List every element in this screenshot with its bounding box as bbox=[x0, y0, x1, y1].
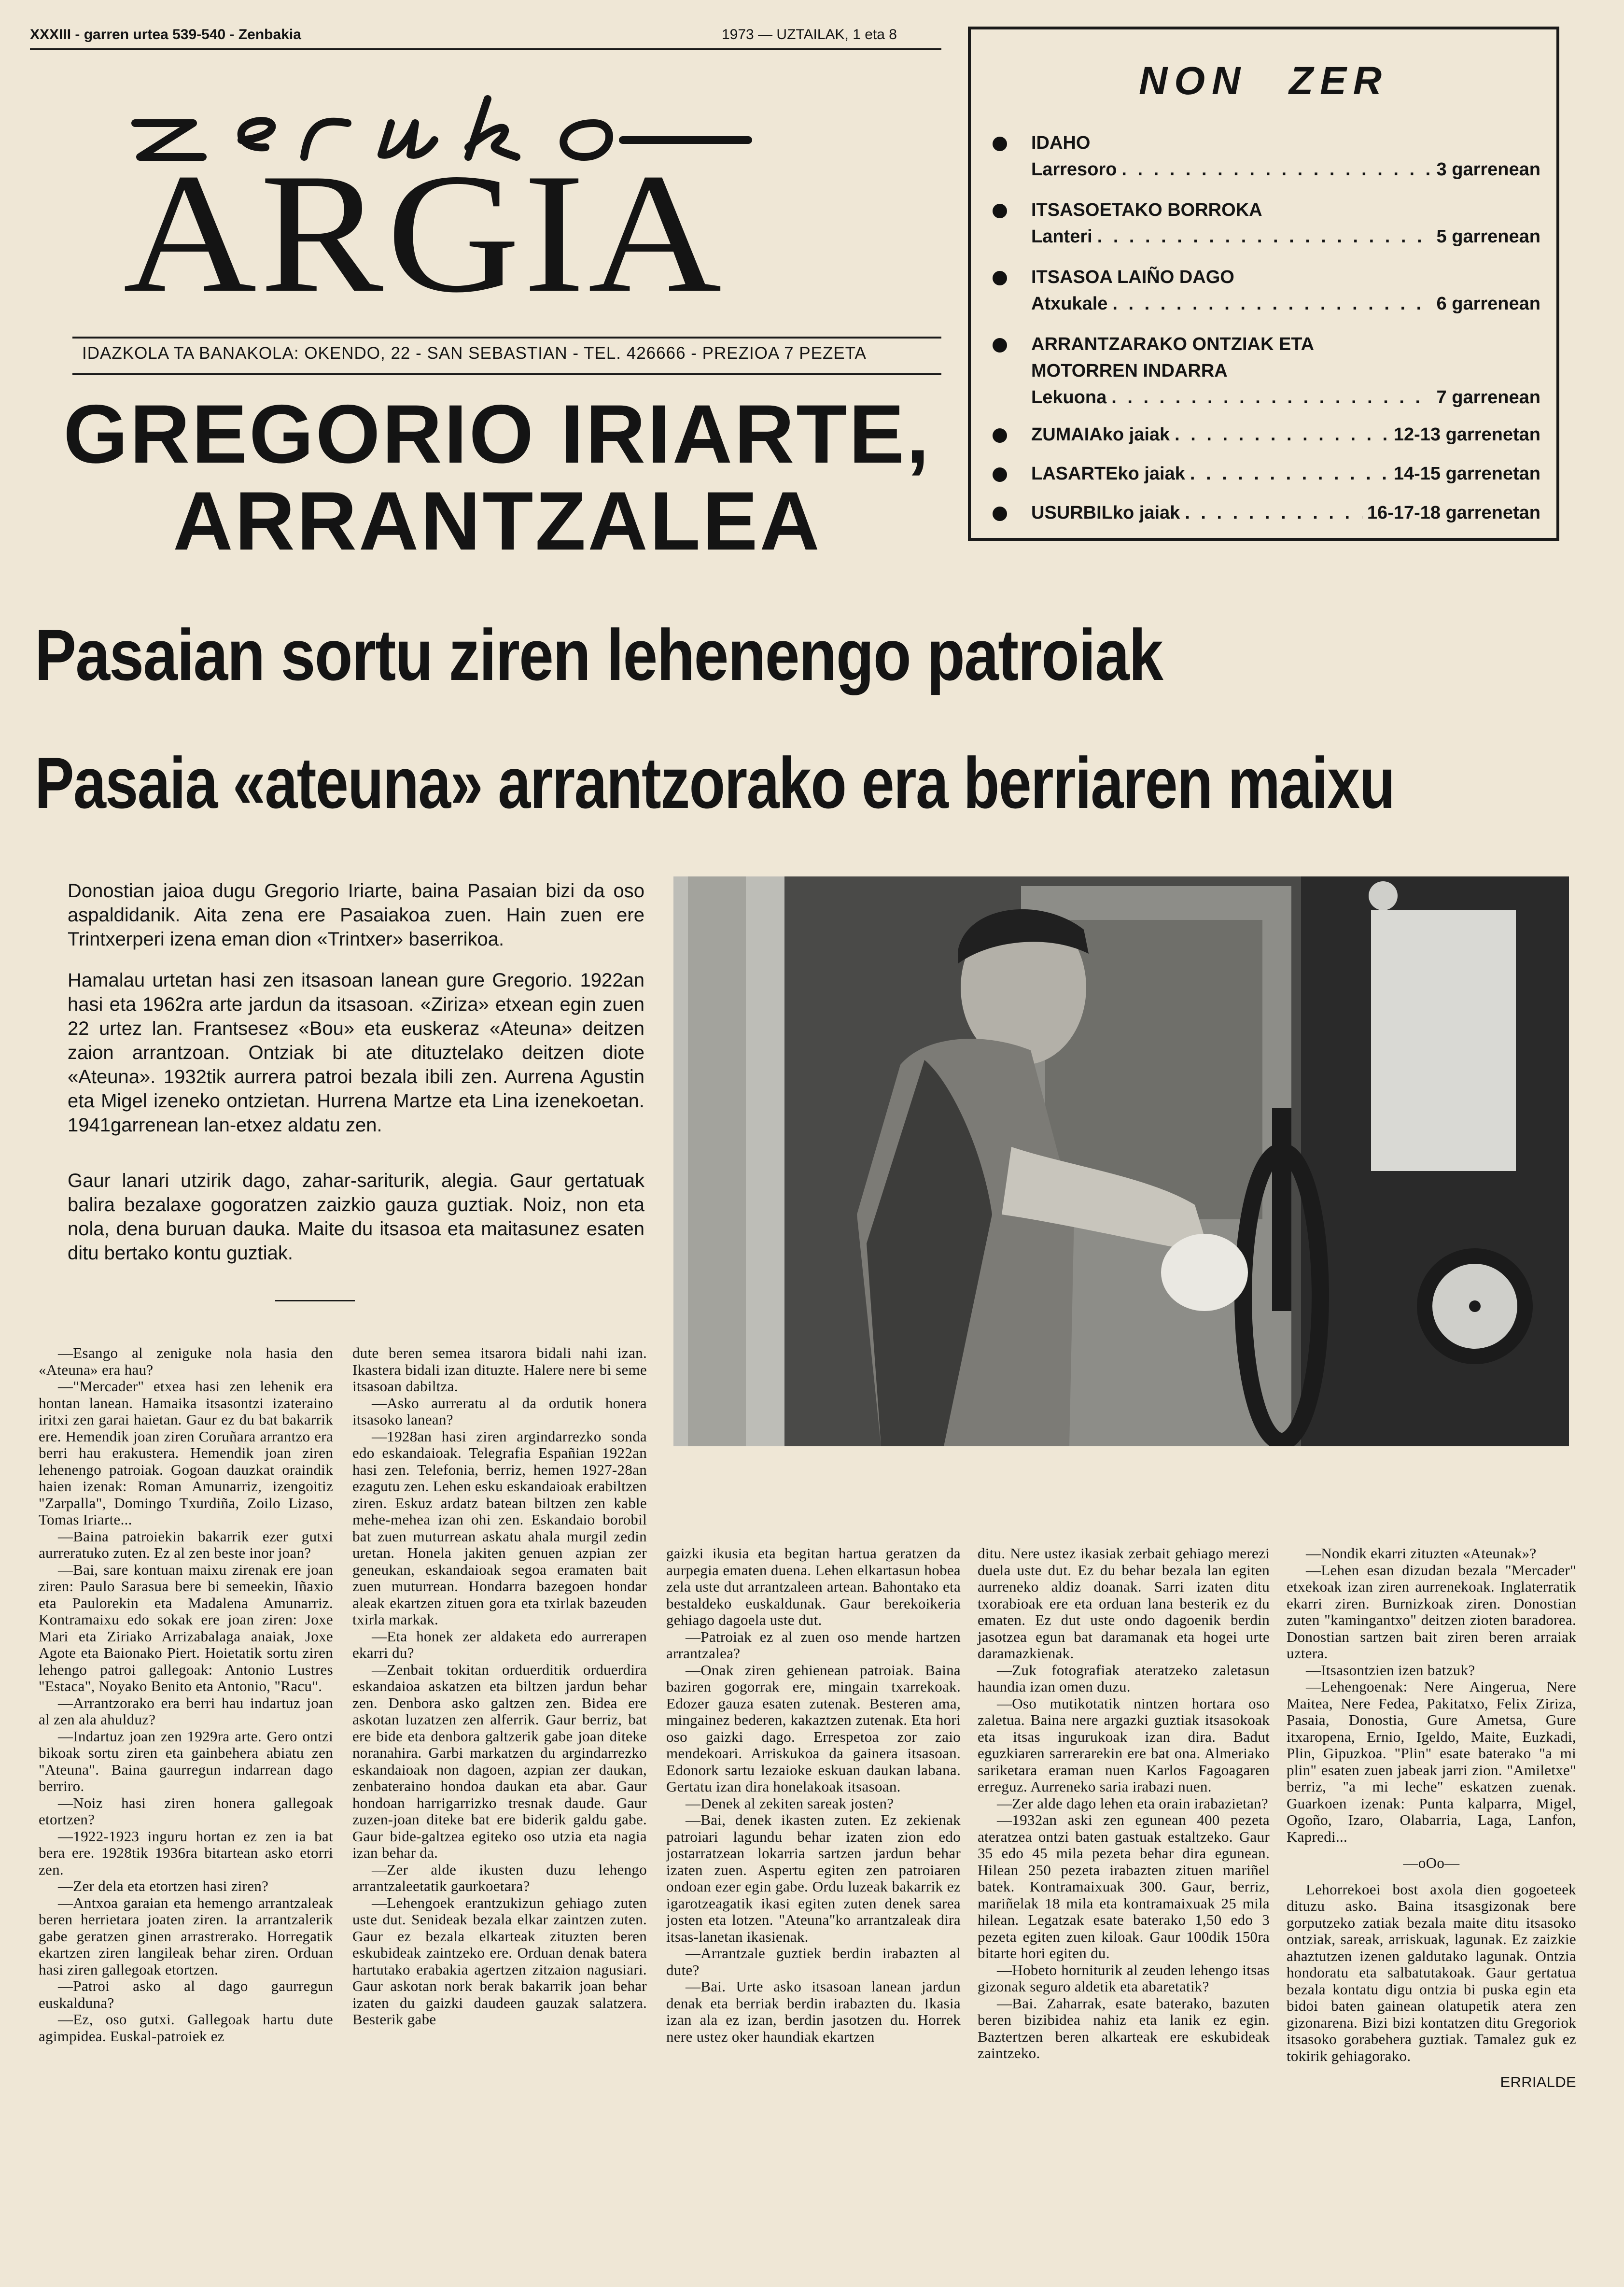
toc-item-page: 12-13 garrenetan bbox=[1393, 424, 1540, 445]
toc-item[interactable] bbox=[993, 422, 1540, 448]
issue-number: XXXIII - garren urtea 539-540 - Zenbakia bbox=[30, 27, 301, 42]
section-separator: —oOo— bbox=[1403, 1854, 1460, 1871]
photo-fisherman-at-wheel bbox=[673, 876, 1569, 1446]
toc-item[interactable] bbox=[993, 331, 1540, 411]
toc-item-page: 7 garrenean bbox=[1436, 387, 1540, 408]
intro-paragraph-1: Donostian jaioa dugu Gregorio Iriarte, baina Pasaian bizi da oso aspaldidanik. Aita zena ere Pasaiakoa zuen. Hain zuen ere Trintxerperi izena eman dion «Trintxer» baserrikoa. bbox=[68, 880, 644, 950]
contents-title: NON ZER bbox=[1139, 59, 1388, 103]
toc-item-author: Atxukale bbox=[1031, 294, 1108, 314]
article-column-2: dute beren semea itsarora bidali nahi izan. Ikastera bidali izan dituzte. Halere nere bi seme itsasoan dabiltza. —Asko aurreratu al da ordutik honera itsasoko lanean? —1928an hasi ziren argindarrezko sonda edo eskandaioak. Telegrafia Españian 1922an hasi zen. Telefonia, berriz, hemen 1927-28an ezagutu zen. Lehen esku eskandaioak erabiltzen ziren. Eskuz ardatz batean biltzen zen kable mehe-mehea izan ohi zen. Eskandaio borobil bat zuen muturrean askatu ahala murgil zedin uretan. Honela jakiten genuen azpian zer geneukan, eskandaioak segoa eramaten bait zuen muturrean. Hondarra bazegoen hondar aleak ekartzen zituen gora eta txirlak bazeuden txirla markak. —Eta honek zer aldaketa edo aurrerapen ekarri du? —Zenbait tokitan orduerditik orduerdira eskandaioa askatzen eta biltzen jardun behar zen. Denbora asko galtzen zen. Bidea ere askotan luzatzen zen alferrik. Gaur berriz, bat ere bide eta denbora galtzerik gabe joan diteke noranahira. Garbi markatzen du argindarrezko eskandaioak non dagoen, azpian zer daukan, zenbateraino hondoa daukan eta abar. Gaur hondoan harrigarrizko tresnak daude. Gaur zuzen-joan diteke bat ere biderik galdu gabe. Gaur bide-galtzea egiteko oso utzia eta nagia izan behar da. —Zer alde ikusten duzu lehengo arrantzaleetatik gaurkoetara? —Lehengoek erantzukizun gehiago zuten uste dut. Senideak bezala elkar zaintzen zuten. Gaur ez bezala elkarteak zituzten beren eskubideak zaintzeko ere. Orduan denak batera hartutako erabakia agertzen zitzaion nagusiari. Gaur askotan nork berak bakarrik joan behar izaten du gaizki daudeen gauzak salatzera. Besterik gabe bbox=[352, 1344, 647, 2028]
toc-item-author: ZUMAIAko jaiak bbox=[1031, 424, 1170, 445]
issue-date: 1973 — UZTAILAK, 1 eta 8 bbox=[722, 27, 897, 42]
subheadline-1: Pasaian sortu ziren lehenengo patroiak bbox=[35, 614, 1163, 695]
toc-item[interactable] bbox=[993, 500, 1540, 526]
toc-item-author: USURBILko jaiak bbox=[1031, 503, 1180, 523]
masthead-rule-top bbox=[72, 337, 941, 339]
headline-line2: ARRANTZALEA bbox=[173, 475, 822, 567]
article-column-3: gaizki ikusia eta begitan hartua geratzen da aurpegia ematen duena. Lehen elkartasun hobea zela uste dut arrantzaleen artean. Bahontako eta bestaldeko euskaldunak. Gaur berekoikeria gehiago dagoela uste dut. —Patroiak ez al zuen oso mende hartzen arrantzalea? —Onak ziren gehienean patroiak. Baina baziren gogorrak ere, mingain txarrekoak. Edozer gauza esaten zutenak. Besteren ama, mingainez bederen, kakaztzen zutenak. Eta hori oso gaizki dago. Errespetoa zor zaio mendekoari. Arriskukoa da gainera itsasoan. Edonork sartu lezaioke eskuan daukan labana. Gertatu izan dira honelakoak itsasoan. —Denek al zekiten sareak josten? —Bai, denek ikasten zuten. Ez zekienak patroiari lagundu behar izaten zion edo jostarratzean lokarria sartzen jardun behar izaten zuen. Aspertu egiten zen patroiaren ondoan ezer egin gabe. Ordu luzeak bakarrik ez igarotzeagatik ikasi egiten zuten denek sarea josten eta lotzen. "Ateuna"ko arrantzaleak dira itsas-lanetan ikasienak. —Arrantzale guztiek berdin irabazten al dute? —Bai. Urte asko itsasoan lanean jardun denak eta berriak berdin irabazten du. Ikasia izan ala ez izan, berdin jasotzen du. Horrek nere ustez oker haundiak ekartzen bbox=[666, 1545, 961, 2045]
bullet-icon bbox=[993, 137, 1007, 151]
bullet-icon bbox=[993, 428, 1007, 443]
article-column-1: —Esango al zeniguke nola hasia den «Ateuna» era hau? —"Mercader" etxea hasi zen lehenik era hontan lanean. Hamaika itsasontzi izateraino iritxi zen garai haietan. Gaur ez du bat bakarrik ere. Hemendik joan ziren Coruñara arrantzo era berri hau erakustera. Hemendik joan ziren lehenengo patroiak. Gogoan dauzkat oraindik haien izenak: Roman Amunarriz, izengoitiz "Zarpalla", Domingo Txurdiña, Zoilo Lizaso, Tomas Iriarte... —Baina patroiekin bakarrik ezer gutxi aurreratuko zuten. Ez al zen beste inor joan? —Bai, sare kontuan maixu zirenak ere joan ziren: Paulo Sarasua bere bi semeekin, Iñaxio eta Paulorekin eta Madalena Amunarriz. Kontramaixu edo sokak ere joan ziren: Joxe Mari eta Ziriako Arrizabalaga anaiak, Joxe Agote eta Baionako Piert. Hoietatik sortu ziren lehengo patroi gallegoak: Antonio Lustres "Estaca", Noyako Benito eta Antonio, "Racu". —Arrantzorako era berri hau indartuz joan al zen ala ahulduz? —Indartuz joan zen 1929ra arte. Gero ontzi bikoak sortu ziren eta gainbehera abiatu zen "Ateuna". Baina gaurregun indarrean dago berriro. —Noiz hasi ziren honera gallegoak etortzen? —1922-1923 inguru hortan ez zen ia bat bera ere. 1928tik 1936ra bitartean asko etorri zen. —Zer dela eta etortzen hasi ziren? —Antxoa garaian eta hemengo arrantzaleak beren herrietara joaten ziren. Ia arrantzalerik gabe geratzen ginen arrastrerako. Horregatik ekartzen ziren langileak behar ziren. Orduan hasi ziren gallegoak etortzen. —Patroi asko al dago gaurregun euskalduna? —Ez, oso gutxi. Gallegoak hartu dute agimpidea. Euskal-patroiek ez bbox=[39, 1344, 333, 2045]
toc-item-author: Lekuona bbox=[1031, 387, 1107, 408]
toc-item[interactable] bbox=[993, 264, 1540, 317]
subheadline-2: Pasaia «ateuna» arrantzorako era berriaren maixu bbox=[35, 742, 1395, 823]
intro-paragraph-2: Hamalau urtetan hasi zen itsasoan lanean gure Gregorio. 1922an hasi eta 1962ra arte jardun da itsasoan. «Ziriza» etxean egin zuen 22 urtez lan. Frantsesez «Bou» eta euskeraz «Ateuna» deitzen zaion arrantzoan. Ontziak bi ate dituztelako deitzen diote «Ateuna». 1932tik aurrera patroi bezala ibili zen. Aurrena Agustin eta Migel izeneko ontzietan. Hurrena Martze eta Lina izenekoetan. 1941garrenean lan-etxez aldatu zen. bbox=[68, 970, 644, 1136]
toc-item-page: 3 garrenean bbox=[1436, 159, 1540, 180]
toc-item-author: Larresoro bbox=[1031, 159, 1117, 180]
toc-item-author: Lanteri bbox=[1031, 226, 1092, 247]
fisherman-photo-illustration bbox=[673, 876, 1569, 1446]
toc-item-title: IDAHO bbox=[1031, 133, 1091, 153]
toc-item-page: 5 garrenean bbox=[1436, 226, 1540, 247]
bullet-icon bbox=[993, 271, 1007, 285]
masthead-rule-bottom bbox=[72, 373, 941, 375]
toc-item-page: 16-17-18 garrenetan bbox=[1367, 503, 1540, 523]
bullet-icon bbox=[993, 467, 1007, 482]
toc-item[interactable] bbox=[993, 197, 1540, 250]
author-signature: ERRIALDE bbox=[1500, 2074, 1576, 2090]
address-line: IDAZKOLA TA BANAKOLA: OKENDO, 22 - SAN SEBASTIAN - TEL. 426666 - PREZIOA 7 PEZETA bbox=[82, 344, 867, 363]
article-column-4: ditu. Nere ustez ikasiak zerbait gehiago merezi duela uste dut. Ez du behar bezala lan egiten aurreneko aldiz doanak. Sarri izaten ditu txorabioak ere eta orduan lana besterik ez du ematen. Ez dut uste ondo dagoenik berdin jasotzea egun bat daramanak eta hogei urte daramazkienak. —Zuk fotografiak ateratzeko zaletasun haundia izan omen duzu. —Oso mutikotatik nintzen hortara oso zaletua. Baina nere argazki guztiak itsasokoak eta itsas ingurukoak izan dira. Badut eguzkiaren sarrerarekin ere bat ona. Almeriako sariketara eraman nuen Karlos Fagoagaren erreguz. Aurreneko saria irabazi nuen. —Zer alde dago lehen eta orain irabazietan? —1932an aski zen egunean 400 pezeta ateratzea ontzi baten gastuak estaltzeko. Gaur 35 edo 45 mila pezeta behar dira egunean. Hilean 250 pezeta irabazten zituen mariñel batek. Kontramaixuak 300. Gaur, berriz, mariñelak 18 mila eta kontramaixuak 25 mila hilean. Legatzak esate baterako 1,50 edo 3 pezeta egiten zuen kiloak. Gaur 100dik 150ra bitarte hori egiten du. —Hobeto horniturik al zeuden lehengo itsas gizonak seguro aldetik eta abaretatik? —Bai. Zaharrak, esate baterako, bazuten beren bizibidea nahiz eta lanik ez egin. Baztertzen beren alkarteak ere eskubideak zaintzeko. bbox=[978, 1545, 1270, 2061]
toc-item-page: 6 garrenean bbox=[1436, 294, 1540, 314]
toc-item-author: LASARTEko jaiak bbox=[1031, 464, 1185, 484]
article-column-5: —Nondik ekarri zituzten «Ateunak»? —Lehen esan dizudan bezala "Mercader" etxekoak izan ziren aurrenekoak. Inglaterratik ekarri ziren. Burnizkoak ziren. Donostian zuten "kamingantxo" deitzen zioten baradorea. Donostian sartzen bait ziren beren arraiak uztera. —Itsasontzien izen batzuk? —Lehengoenak: Nere Aingerua, Nere Maitea, Nere Fedea, Pakitatxo, Felix Ziriza, Pasaia, Donostia, Gure Ametsa, Gure itxaropena, Ernio, Igeldo, Maite, Euzkadi, Plin, Gipuzkoa. "Plin" esate baterako "a mi plin" esaten zuen jabeak jarri zion. "Amiletxe" berriz, "a mi leche" eskatzen zuenak. Guarkoen izenak: Punta kalparra, Migel, Ogoño, Izaro, Olabarria, Laga, Lanfon, Kapredi... —oOo— Lehorrekoei bost axola dien gogoeteek dituzu asko. Baina itsasgizonak bere gorputzeko zatiak bezala maite ditu itsasoko ontziak, sareak, arriskuak, lagunak. Ez zaizkie ahaztutzen izenen galdutako lagunak. Ontzia hondoratu eta salbatutakoak. Gaur gertatua bezala kontatu digu ontzia bi puska egin eta bidoi baten gainean olatupetik atera zen gizonarena. Bizi bizi kontatzen ditu Gregoriok itsasoko gorabehera guztiak. Tamalez guk ez tokirik gehiagorako. ERRIALDE bbox=[1287, 1545, 1576, 2090]
top-rule bbox=[30, 48, 941, 50]
contents-box bbox=[968, 27, 1559, 541]
headline-line1: GREGORIO IRIARTE, bbox=[63, 388, 931, 480]
intro-divider bbox=[275, 1300, 355, 1301]
toc-item-page: 14-15 garrenetan bbox=[1393, 464, 1540, 484]
toc-item-title: ITSASOA LAIÑO DAGO bbox=[1031, 267, 1234, 287]
bullet-icon bbox=[993, 204, 1007, 218]
intro-paragraph-3: Gaur lanari utzirik dago, zahar-sariturik, alegia. Gaur gertatuak balira bezalaxe gogoratzen zaizkio gauza guztiak. Noiz, non eta nola, dena buruan dauka. Maite du itsasoa eta maitasunez esaten ditu bertako kontu guztiak. bbox=[68, 1170, 644, 1264]
argia-logo: ARGIA bbox=[123, 138, 725, 328]
bullet-icon bbox=[993, 507, 1007, 521]
toc-item[interactable] bbox=[993, 461, 1540, 487]
toc-item-title: ARRANTZARAKO ONTZIAK ETA MOTORREN INDARRA bbox=[1031, 334, 1314, 381]
bullet-icon bbox=[993, 338, 1007, 353]
toc-item-title: ITSASOETAKO BORROKA bbox=[1031, 200, 1262, 220]
toc-item[interactable] bbox=[993, 130, 1540, 183]
